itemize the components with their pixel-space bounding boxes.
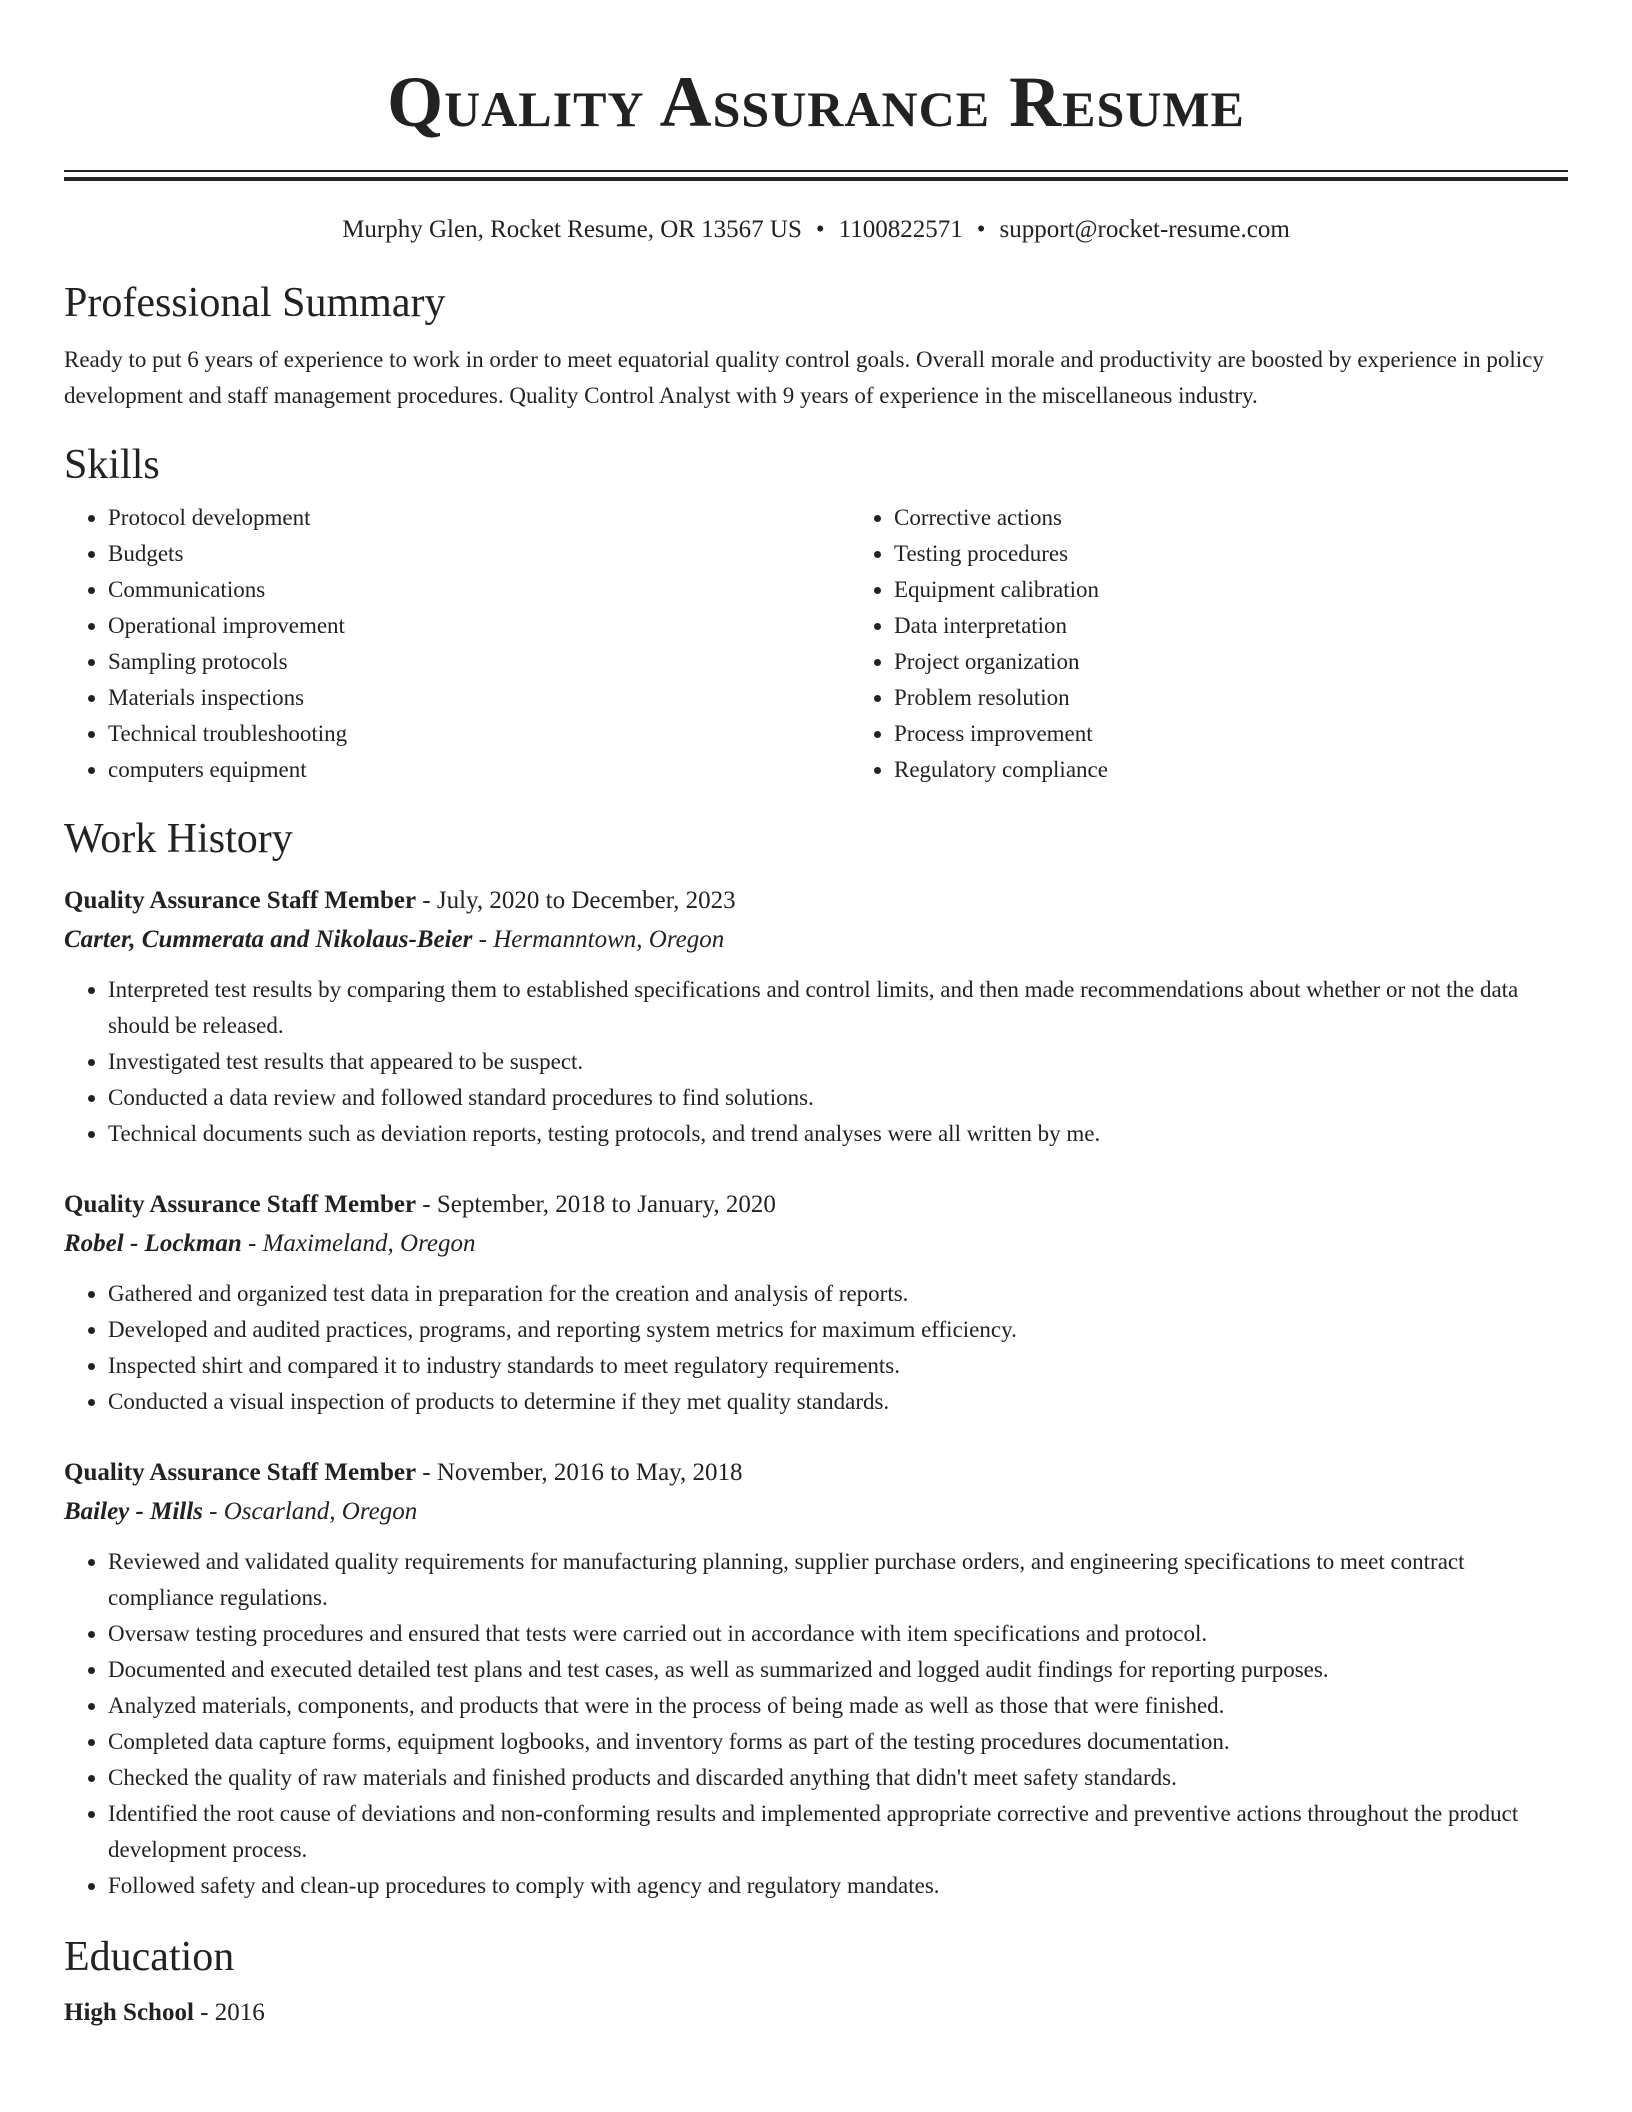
- skill-item: • Sampling protocols: [108, 644, 850, 680]
- job-bullet: • Oversaw testing procedures and ensured that tests were carried out in accordance with item specifications and protocol.: [108, 1616, 1568, 1652]
- job-bullet: • Interpreted test results by comparing them to established specifications and control limits, and then made recommendations about whether or not the data should be released.: [108, 972, 1568, 1044]
- skill-item: • Equipment calibration: [894, 572, 1632, 608]
- skill-item: • Protocol development: [108, 500, 850, 536]
- skill-item: • Corrective actions: [894, 500, 1632, 536]
- job-bullet: • Documented and executed detailed test plans and test cases, as well as summarized and logged audit findings for reporting purposes.: [108, 1652, 1568, 1688]
- education-heading: Education: [64, 1934, 235, 1980]
- work-history-heading: Work History: [64, 816, 293, 862]
- job-title: Quality Assurance Staff Member: [64, 887, 417, 914]
- employer-location: - Maximeland, Oregon: [241, 1230, 476, 1257]
- employer-location: - Hermanntown, Oregon: [472, 926, 725, 953]
- job-bullet: • Checked the quality of raw materials and finished products and discarded anything that didn't meet safety standards.: [108, 1760, 1568, 1796]
- employer-location: - Oscarland, Oregon: [202, 1498, 418, 1525]
- summary-text: Ready to put 6 years of experience to work in order to meet equatorial quality control goals. Overall morale and productivity are boosted by experience in policy development and staff management procedures. Quality Control Analyst with 9 years of experience in the miscellaneous industry.: [64, 347, 1544, 408]
- skills-heading: Skills: [64, 442, 160, 488]
- employer-line: [64, 927, 1568, 952]
- contact-address: Murphy Glen, Rocket Resume, OR 13567 US: [342, 216, 802, 243]
- skill-item: • Data interpretation: [894, 608, 1632, 644]
- work-history-section: [64, 818, 1568, 1904]
- summary-section: [64, 282, 1568, 414]
- skill-item: • Communications: [108, 572, 850, 608]
- job-entry: [64, 1460, 1568, 1904]
- job-entry: [64, 888, 1568, 1152]
- job-bullet: • Investigated test results that appeared to be suspect.: [108, 1044, 1568, 1080]
- skill-item: • Materials inspections: [108, 680, 850, 716]
- job-bullet: • Technical documents such as deviation reports, testing protocols, and trend analyses were all written by me.: [108, 1116, 1568, 1152]
- employer-line: [64, 1231, 1568, 1256]
- job-title: Quality Assurance Staff Member: [64, 1459, 417, 1486]
- job-title-line: [64, 888, 1568, 913]
- education-year: - 2016: [193, 1999, 265, 2026]
- skill-item: • computers equipment: [108, 752, 850, 788]
- skill-item: • Technical troubleshooting: [108, 716, 850, 752]
- contact-phone: 1100822571: [838, 216, 963, 243]
- skill-item: • Process improvement: [894, 716, 1632, 752]
- job-bullets: [64, 972, 1568, 1152]
- skill-item: • Project organization: [894, 644, 1632, 680]
- job-bullet: • Developed and audited practices, programs, and reporting system metrics for maximum efficiency.: [108, 1312, 1568, 1348]
- employer-name: Robel - Lockman: [64, 1230, 242, 1257]
- skills-columns: [64, 500, 1568, 788]
- job-bullet: • Gathered and organized test data in preparation for the creation and analysis of reports.: [108, 1276, 1568, 1312]
- skill-item: • Regulatory compliance: [894, 752, 1632, 788]
- contact-separator: •: [976, 216, 986, 243]
- skill-item: • Problem resolution: [894, 680, 1632, 716]
- employer-name: Bailey - Mills: [64, 1498, 203, 1525]
- job-bullet: • Followed safety and clean-up procedures to comply with agency and regulatory mandates.: [108, 1868, 1568, 1904]
- employer-name: Carter, Cummerata and Nikolaus-Beier: [64, 926, 473, 953]
- education-entry: [64, 2000, 1568, 2025]
- skill-item: • Testing procedures: [894, 536, 1632, 572]
- job-bullet: • Analyzed materials, components, and products that were in the process of being made as well as those that were finished.: [108, 1688, 1568, 1724]
- job-entry: [64, 1192, 1568, 1420]
- job-bullet: • Completed data capture forms, equipment logbooks, and inventory forms as part of the testing procedures documentation.: [108, 1724, 1568, 1760]
- title-divider: [64, 170, 1568, 181]
- education-section: [64, 1936, 1568, 2025]
- skills-list-right: [850, 500, 1632, 788]
- skills-list-left: [64, 500, 850, 788]
- resume-title: Quality Assurance Resume: [387, 62, 1245, 142]
- employer-line: [64, 1499, 1568, 1524]
- job-dates: - July, 2020 to December, 2023: [416, 887, 736, 914]
- job-title-line: [64, 1192, 1568, 1217]
- summary-heading: Professional Summary: [64, 280, 446, 326]
- job-bullet: • Reviewed and validated quality requirements for manufacturing planning, supplier purchase orders, and engineering specifications to meet contract compliance regulations.: [108, 1544, 1568, 1616]
- job-bullets: [64, 1544, 1568, 1904]
- education-degree: High School: [64, 1999, 194, 2026]
- job-title: Quality Assurance Staff Member: [64, 1191, 417, 1218]
- skill-item: • Budgets: [108, 536, 850, 572]
- contact-email: support@rocket-resume.com: [999, 216, 1290, 243]
- skill-item: • Operational improvement: [108, 608, 850, 644]
- job-bullet: • Conducted a data review and followed standard procedures to find solutions.: [108, 1080, 1568, 1116]
- job-bullets: [64, 1276, 1568, 1420]
- job-bullet: • Inspected shirt and compared it to industry standards to meet regulatory requirements.: [108, 1348, 1568, 1384]
- job-bullet: • Identified the root cause of deviations and non-conforming results and implemented appropriate corrective and preventive actions throughout the product development process.: [108, 1796, 1568, 1868]
- job-dates: - November, 2016 to May, 2018: [416, 1459, 743, 1486]
- contact-separator: •: [815, 216, 825, 243]
- job-title-line: [64, 1460, 1568, 1485]
- job-dates: - September, 2018 to January, 2020: [416, 1191, 776, 1218]
- contact-line: [64, 217, 1568, 242]
- job-bullet: • Conducted a visual inspection of products to determine if they met quality standards.: [108, 1384, 1568, 1420]
- skills-section: [64, 444, 1568, 788]
